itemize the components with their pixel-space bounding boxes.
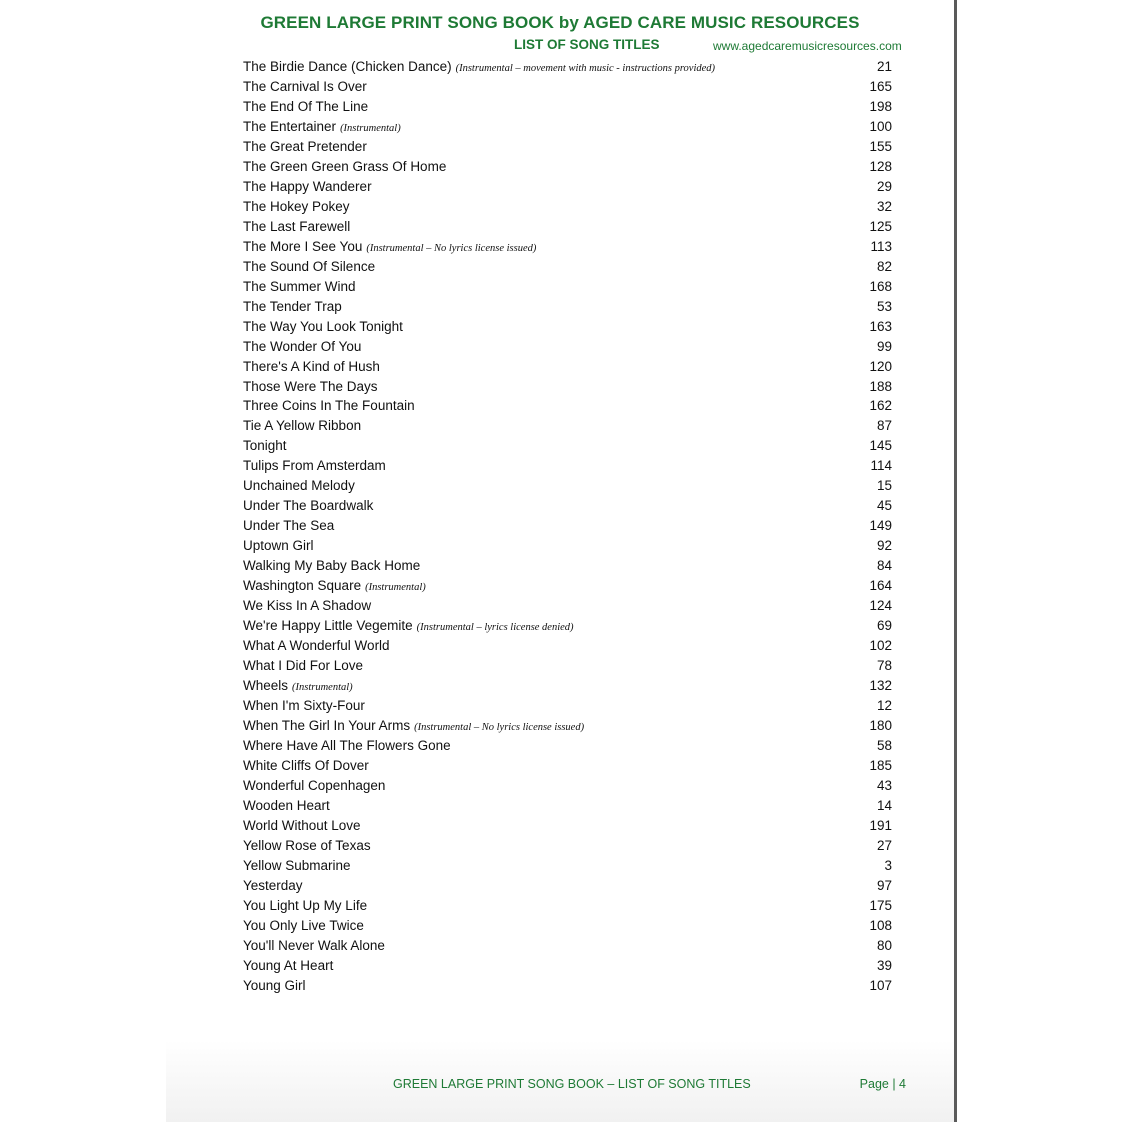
song-title: The Wonder Of You [243,338,362,354]
song-page-number: 39 [876,957,892,973]
song-title-cell [243,736,451,756]
song-title: You Light Up My Life [243,897,368,913]
song-title-cell [243,596,371,616]
song-title-cell [243,496,373,516]
song-title-cell [243,57,715,79]
song-title-cell [243,716,584,738]
song-row [243,856,892,876]
song-page-number: 12 [876,698,892,713]
song-row [243,277,892,297]
song-page-number: 97 [876,877,892,893]
song-title-cell [243,197,350,217]
song-title-cell [243,337,361,357]
song-title: Tie A Yellow Ribbon [243,418,362,434]
song-page-number: 175 [869,897,892,913]
song-title-cell [243,976,306,996]
song-title: You Only Live Twice [243,917,364,933]
song-row [243,197,892,217]
song-title: Under The Sea [243,518,335,534]
song-note: (Instrumental – No lyrics license issued) [414,721,585,733]
song-title-cell [243,696,365,716]
song-title: The Sound Of Silence [243,258,376,274]
song-page-number: 165 [869,78,892,94]
song-title: Yesterday [243,877,303,893]
song-title: The Happy Wanderer [243,178,372,194]
song-title-cell [243,536,314,556]
song-row [243,177,892,197]
song-title-cell [243,416,361,436]
song-title-cell [243,876,303,896]
song-row [243,396,892,416]
song-title-cell [243,636,390,656]
footer-title: GREEN LARGE PRINT SONG BOOK – LIST OF SONG TITLES [393,1077,751,1091]
song-title: Three Coins In The Fountain [243,398,415,414]
song-page-number: 53 [876,298,892,314]
song-row [243,676,892,696]
song-page-number: 100 [869,118,892,134]
song-title-cell [243,436,287,456]
song-row [243,556,892,576]
song-row [243,237,892,257]
song-title: The More I See You [243,238,363,254]
song-row [243,796,892,816]
song-title: The Hokey Pokey [243,198,350,214]
song-title-cell [243,396,415,416]
song-list [243,57,892,996]
song-page-number: 162 [869,398,892,414]
song-row [243,97,892,117]
song-row [243,636,892,656]
song-page-number: 15 [876,478,892,494]
song-title: Yellow Rose of Texas [243,837,371,853]
song-title-cell [243,516,334,536]
document-subtitle: LIST OF SONG TITLES [514,37,660,52]
song-title-cell [243,456,386,476]
song-row [243,876,892,896]
song-title: What A Wonderful World [243,638,390,654]
song-title-cell [243,756,369,776]
song-title-cell [243,956,333,976]
song-title-cell [243,676,353,698]
song-row [243,436,892,456]
song-title-cell [243,936,385,956]
song-page-number: 155 [869,138,892,154]
song-page-number: 14 [876,797,892,813]
song-row [243,736,892,756]
song-title: When The Girl In Your Arms [243,717,411,733]
song-title: What I Did For Love [243,658,364,674]
song-title: Tulips From Amsterdam [243,458,386,474]
song-row [243,716,892,736]
song-page-number: 32 [876,198,892,214]
song-row [243,337,892,357]
song-row [243,456,892,476]
song-title: Young At Heart [243,957,334,973]
song-title-cell [243,796,330,816]
song-page-number: 87 [876,418,892,434]
song-title-cell [243,77,367,97]
song-row [243,77,892,97]
song-page-number: 164 [869,578,892,594]
song-title-cell [243,277,356,297]
song-row [243,137,892,157]
song-page-number: 69 [876,618,892,634]
document-title: GREEN LARGE PRINT SONG BOOK by AGED CARE MUSIC RESOURCES [260,13,860,32]
song-row [243,317,892,337]
song-row [243,496,892,516]
song-row [243,576,892,596]
song-title: The Last Farewell [243,218,351,234]
song-page-number: 80 [876,937,892,953]
song-title: White Cliffs Of Dover [243,757,369,773]
song-page-number: 78 [876,658,892,674]
song-row [243,936,892,956]
song-page-number: 102 [869,638,892,654]
song-row [243,297,892,317]
song-row [243,516,892,536]
song-title: Uptown Girl [243,538,314,554]
song-page-number: 107 [869,977,892,993]
song-row [243,756,892,776]
song-title-cell [243,357,380,377]
song-page-number: 120 [869,358,892,374]
song-title: There's A Kind of Hush [243,358,380,374]
song-title-cell [243,157,446,177]
footer-page-number: Page | 4 [859,1077,906,1091]
song-title: Wheels [243,678,289,694]
song-page-number: 163 [869,318,892,334]
song-title-cell [243,317,403,337]
song-row [243,357,892,377]
song-page-number: 3 [884,857,892,873]
song-page-number: 125 [869,218,892,234]
song-row [243,416,892,436]
song-page-number: 198 [869,98,892,114]
song-page-number: 132 [869,678,892,694]
song-page-number: 108 [869,917,892,933]
song-title: You'll Never Walk Alone [243,937,385,953]
song-row [243,836,892,856]
song-title: The Tender Trap [243,298,342,314]
song-title: World Without Love [243,817,361,833]
song-title-cell [243,556,420,576]
song-title-cell [243,856,351,876]
song-title: The Summer Wind [243,278,356,294]
song-title: When I'm Sixty-Four [243,698,365,713]
song-title-cell [243,137,367,157]
song-title: Under The Boardwalk [243,498,374,514]
song-row [243,536,892,556]
song-page-number: 168 [869,278,892,294]
song-title-cell [243,776,385,796]
song-page-number: 113 [870,238,892,254]
song-row [243,616,892,636]
song-page-number: 185 [869,757,892,773]
song-title: We're Happy Little Vegemite [243,618,413,634]
song-title: The Green Green Grass Of Home [243,158,447,174]
song-title: Wooden Heart [243,797,330,813]
song-page-number: 114 [870,458,892,474]
song-row [243,257,892,277]
song-title: Yellow Submarine [243,857,351,873]
song-page-number: 149 [869,518,892,534]
song-title-cell [243,257,375,277]
song-row [243,656,892,676]
song-page-number: 27 [876,837,892,853]
song-title-cell [243,97,368,117]
song-row [243,476,892,496]
song-note: (Instrumental – No lyrics license issued) [366,242,537,254]
song-page-number: 99 [876,338,892,354]
song-title-cell [243,297,342,317]
song-title-cell [243,217,350,237]
song-row [243,976,892,996]
song-title-cell [243,916,364,936]
song-page-number: 58 [876,737,892,753]
song-row [243,217,892,237]
song-title: Tonight [243,438,287,454]
song-title-cell [243,117,401,139]
song-row [243,816,892,836]
song-page-number: 191 [869,817,892,833]
song-row [243,117,892,137]
song-page-number: 124 [869,598,892,614]
song-page-number: 43 [876,777,892,793]
song-title: Unchained Melody [243,478,355,494]
song-row [243,377,892,397]
song-page-number: 188 [869,378,892,394]
song-row [243,956,892,976]
song-title-cell [243,656,363,676]
song-row [243,776,892,796]
song-title: Washington Square [243,578,362,594]
song-row [243,57,892,77]
song-title: The Carnival Is Over [243,78,367,94]
document-page [166,0,957,1122]
song-row [243,157,892,177]
song-title-cell [243,896,367,916]
song-title: Where Have All The Flowers Gone [243,737,451,753]
song-page-number: 145 [869,438,892,454]
website-url: www.agedcaremusicresources.com [713,39,902,53]
song-title: The Entertainer [243,118,337,134]
song-page-number: 82 [876,258,892,274]
song-title-cell [243,476,355,496]
song-row [243,596,892,616]
song-note: (Instrumental) [340,122,401,134]
song-title-cell [243,836,371,856]
song-row [243,896,892,916]
song-title: We Kiss In A Shadow [243,598,372,614]
song-page-number: 29 [876,178,892,194]
song-note: (Instrumental – lyrics license denied) [416,622,574,634]
song-title: Those Were The Days [243,378,378,394]
song-note: (Instrumental) [365,582,426,594]
song-title-cell [243,177,372,197]
song-title-cell [243,237,536,259]
song-title-cell [243,816,361,836]
song-title: The End Of The Line [243,98,369,114]
song-page-number: 92 [876,538,892,554]
song-title: The Way You Look Tonight [243,318,403,334]
song-title-cell [243,616,574,638]
song-title: Wonderful Copenhagen [243,777,386,793]
song-row [243,916,892,936]
song-title: The Great Pretender [243,138,367,154]
song-note: (Instrumental – movement with music - instructions provided) [455,63,716,74]
song-page-number: 180 [869,717,892,733]
song-page-number: 45 [876,498,892,514]
song-title: Walking My Baby Back Home [243,558,421,574]
song-title: The Birdie Dance (Chicken Dance) [243,59,452,74]
song-page-number: 21 [876,59,892,74]
song-title: Young Girl [243,977,306,993]
song-title-cell [243,576,426,598]
song-note: (Instrumental) [292,682,353,694]
song-page-number: 128 [869,158,892,174]
song-page-number: 84 [876,558,892,574]
song-row [243,696,892,716]
song-title-cell [243,377,378,397]
